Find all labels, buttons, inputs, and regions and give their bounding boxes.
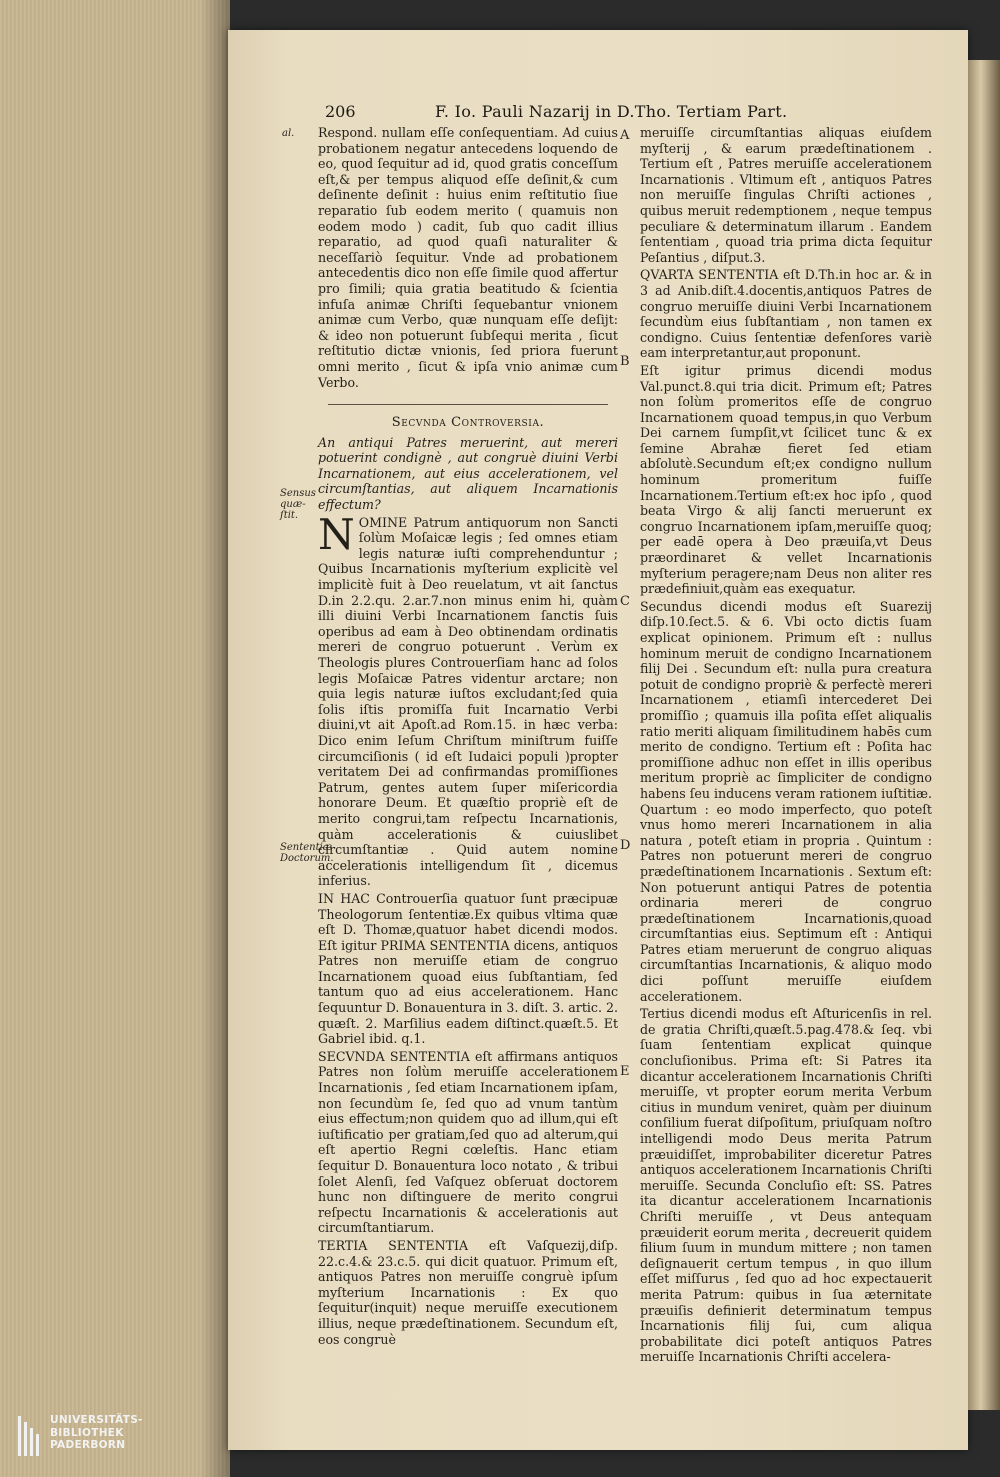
section-letter-c: C (620, 594, 630, 609)
tertius-modus-paragraph: Tertius dicendi modus eſt Aſturicenſis in rel. de gratia Chriſti,quæſt.5.pag.478.& ſeq. vbi ſuam ſententiam explicat quinque concluſionibus. Prima eſt: Si Patres ita dicantur accelerationem Incarnationis Chriſti meruiſſe, vt propter eorum merita Verbum citius in mundum veniret, quàm per diuinum conſilium fuerat diſpoſitum, priuſquam noſtro intelligendi modo Deus merita Patrum præuidiſſet, improbabiliter diceretur Patres antiquos accelerationem Incarnationis Chriſti meruiſſe. Secunda Concluſio eſt: SS. Patres ita dicantur accelerationem Incarnationis Chriſti meruiſſe , vt Deus antequam præuiderit eorum merita , decreuerit quidem filium ſuum in mundum mittere ; non tamen deſignauerit certum tempus , in quo illum eſſet miſſurus , ſed quo ad hoc expectauerit merita Patrum: quibus in ſua æternitate præuiſis definierit determinatum tempus Incarnationis filij ſui, cum aliqua probabilitate dici poteſt antiquos Patres meruiſſe Incarnationis Chriſti accelera- (640, 1006, 932, 1365)
secundus-modus-paragraph: Secundus dicendi modus eſt Suarezij diſp.10.ſect.5. & 6. Vbi octo dictis ſuam explicat opinionem. Primum eſt : nullus hominum meruit de condigno Incarnationem filij Dei . Secundum eſt: nulla pura creatura potuit de condigno propriè & perfectè mereri Incarnationem , etiamſi intercederet Dei promiſſio ; quamuis illa poſita eſſet aliqualis ratio meriti aliquam ſimilitudinem habēs cum merito de condigno. Tertium eſt : Poſita hac promiſſione adhuc non eſſet in illis operibus meritum propriè ac ſimpliciter de condigno habens ſeu inducens veram rationem iuſtitiæ. Quartum : eo modo imperfecto, quo poteſt vnus homo mereri Incarnationem in alia natura , poteſt etiam in propria . Quintum : Patres non potuerunt mereri de congruo prædeſtinationem Incarnationis . Sextum eſt: Non potuerunt antiqui Patres de potentia ordinaria mereri de congruo prædeſtinationem Incarnationis,quoad circumſtantias eius. Septimum eſt : Antiqui Patres etiam meruerunt de congruo aliquas circumſtantias Incarnationis, & aliquo modo dici poſſunt meruiſſe eiuſdem accelerationem. (640, 598, 932, 1004)
controversy-question: An antiqui Patres meruerint, aut mereri potuerint condignè , aut congruè diuini Verbi Incarnationem, aut eius accelerationem, vel circumſtantias, aut aliquem Incarnationis effectum? (318, 434, 618, 513)
library-logo (18, 1414, 158, 1470)
nomine-paragraph (318, 509, 618, 889)
tertia-sententia-paragraph: TERTIA SENTENTIA eſt Vaſquezij,diſp. 22.c.4.& 23.c.5. qui dicit quatuor. Primum eſt, antiquos Patres non meruiſſe congruè ipſum myſterium Incarnationis : Ex quo ſequitur(inquit) neque meruiſſe executionem illius, neque prædeſtinationem. Secundum eſt, eos congruè (318, 1237, 618, 1347)
library-logo-line3: PADERBORN (50, 1439, 126, 1451)
left-column (318, 125, 618, 1349)
nomine-text: OMINE Patrum antiquorum non Sancti ſolùm Moſaicæ legis ; ſed omnes etiam legis naturæ iuſti comprehenduntur ; Quibus Incarnationis myſterium explicitè vel implicitè fuit à Deo reuelatum, vt ait ſanctus D.in 2.2.qu. 2.ar.7.non minus enim hi, quàm illi diuini Verbi Incarnationem ſanctis ſuis operibus ad eam à Deo obtinendam ordinatis mereri de congruo potuerunt . Verùm ex Theologis plures Controuerſiam hanc ad ſolos legis Moſaicæ Patres videntur arctare; non quia legis naturæ iuſtos excludant;ſed quia ſolis iſtis promiſſa fuit Incarnatio Verbi diuini,vt ait Apoſt.ad Rom.15. in hæc verba: Dico enim Ieſum Chriſtum miniſtrum fuiſſe circumciſionis ( id eſt Iudaici populi )propter veritatem Dei ad confirmandas promiſſiones Patrum, gentes autem ſuper miſericordia honorare Deum. Et quæſtio propriè eſt de merito congrui,tam reſpectu Incarnationis, quàm accelerationis & cuiuslibet circumſtantiæ . Quid autem nomine accelerationis intelligendum ſit , dicemus inferius. (318, 514, 618, 889)
margin-note-sensus: Sensus quæ-ſtit. (280, 488, 316, 521)
section-letter-e: E (620, 1064, 630, 1079)
right-column (640, 125, 932, 1367)
controversy-title: Secvnda Controversia. (391, 415, 545, 431)
quarta-sententia-paragraph: QVARTA SENTENTIA eſt D.Th.in hoc ar. & in 3 ad Anib.diſt.4.docentis,antiquos Patres de congruo meruiſſe diuini Verbi Incarnationem ſecundùm eius ſubſtantiam , non tamen ex condigno. Cuius ſententiæ defenſores variè eam interpretantur,aut proponunt. (640, 267, 932, 361)
library-logo-mark (18, 1416, 42, 1456)
secunda-sententia-paragraph: SECVNDA SENTENTIA eſt affirmans antiquos Patres non ſolùm meruiſſe accelerationem Incarnationis , ſed etiam Incarnationem ipſam, non ſecundùm ſe, ſed quo ad vnum tantùm eius effectum;non quidem quo ad illum,qui eſt iuſtificatio per gratiam,ſed quo ad alterum,qui eſt apertio Regni cœleſtis. Hanc etiam ſequitur D. Bonauentura loco notato , & tribui ſolet Alenſi, ſed Vaſquez obſeruat doctorem hunc non diſtinguere de merito congrui reſpectu Incarnationis & accelerationis aut circumſtantiarum. (318, 1048, 618, 1236)
in-hac-paragraph: IN HAC Controuerſia quatuor ſunt præcipuæ Theologorum ſententiæ.Ex quibus vltima quæ eſt D. Thomæ,quatuor habet dicendi modos. Eſt igitur PRIMA SENTENTIA dicens, antiquos Patres non meruiſſe etiam de congruo Incarnationem quoad eius ſubſtantiam, ſed tantum quo ad eius accelerationem. Hanc ſequuntur D. Bonauentura in 3. diſt. 3. artic. 2. quæſt. 2. Marſilius eadem diſtinct.quæſt.5. Et Gabriel ibid. q.1. (318, 890, 618, 1047)
margin-note-top: al. (282, 128, 295, 139)
continuation-paragraph: meruiſſe circumſtantias aliquas eiuſdem myſterij , & earum prædeſtinationem . Tertium eſt , Patres meruiſſe accelerationem Incarnationis . Vltimum eſt , antiquos Patres non meruiſſe ſingulas Chriſti actiones , quibus meruit redemptionem , neque tempus peculiare & determinatum illarum . Eandem ſententiam , quoad tria prima dicta ſequitur Peſantius , diſput.3. (640, 125, 932, 265)
facing-page-edge (968, 60, 1000, 1410)
section-divider (328, 404, 608, 405)
book-page-edges (0, 0, 230, 1477)
section-letter-d: D (620, 838, 631, 853)
running-title: F. Io. Pauli Nazarij in D.Tho. Tertiam Part. (435, 102, 788, 121)
margin-note-sententiae: Sententiæ Doctorum. (280, 842, 334, 864)
section-letter-a: A (620, 128, 630, 143)
section-letter-b: B (620, 354, 630, 369)
primus-modus-paragraph: Eſt igitur primus dicendi modus Val.punct.8.qui tria dicit. Primum eſt; Patres non ſolùm promeritos eſſe de congruo Incarnationem quoad tempus,in quo Verbum Dei carnem ſumpſit,vt ſcilicet tunc & ex ſemine Abrahæ fieret ſed etiam abſolutè.Secundum eſt;ex condigno nullum hominum promeritum fuiſſe Incarnationem.Tertium eſt:ex hoc ipſo , quod beata Virgo & alij ſancti meruerunt ex congruo Incarnationem ipſam,meruiſſe quoq; per eadē opera à Deo præuiſa,vt Deus præordinaret & vellet Incarnationis myſterium peragere;nam Deus non aliter res prædefiniuit,quàm eas exequatur. (640, 362, 932, 597)
page-number: 206 (325, 102, 356, 121)
library-logo-line2: BIBLIOTHEK (50, 1426, 124, 1439)
respond-paragraph: Respond. nullam eſſe conſequentiam. Ad cuius probationem negatur antecedens loquendo de eo, quod ſequitur ad id, quod gratis conceſſum eſt,& per tempus aliquod eſſe deſinit,& cum deſinente deſinit : huius enim reſtitutio ſiue reparatio ſub eodem merito ( quamuis non eodem modo ) cadit, ſub quo cadit illius reparatio, ad quod quaſi naturaliter & neceſſariò ſequitur. Vnde ad probationem antecedentis dico non eſſe ſimile quod affertur pro ſimili; quia gratia beatitudo & ſcientia infuſa animæ Chriſti ſequebantur vnionem animæ cum Verbo, quæ nunquam eſſe deſijt: & ideo non potuerunt ſubſequi merita , ſicut reſtitutio dictæ vnionis, ſed priora fuerunt omni merito , ſicut & ipſa vnio animæ cum Verbo. (318, 125, 618, 390)
drop-cap-letter: N (318, 509, 355, 559)
library-logo-text (50, 1414, 143, 1452)
running-head (325, 102, 795, 126)
library-logo-line1: UNIVERSITÄTS- (50, 1414, 143, 1426)
